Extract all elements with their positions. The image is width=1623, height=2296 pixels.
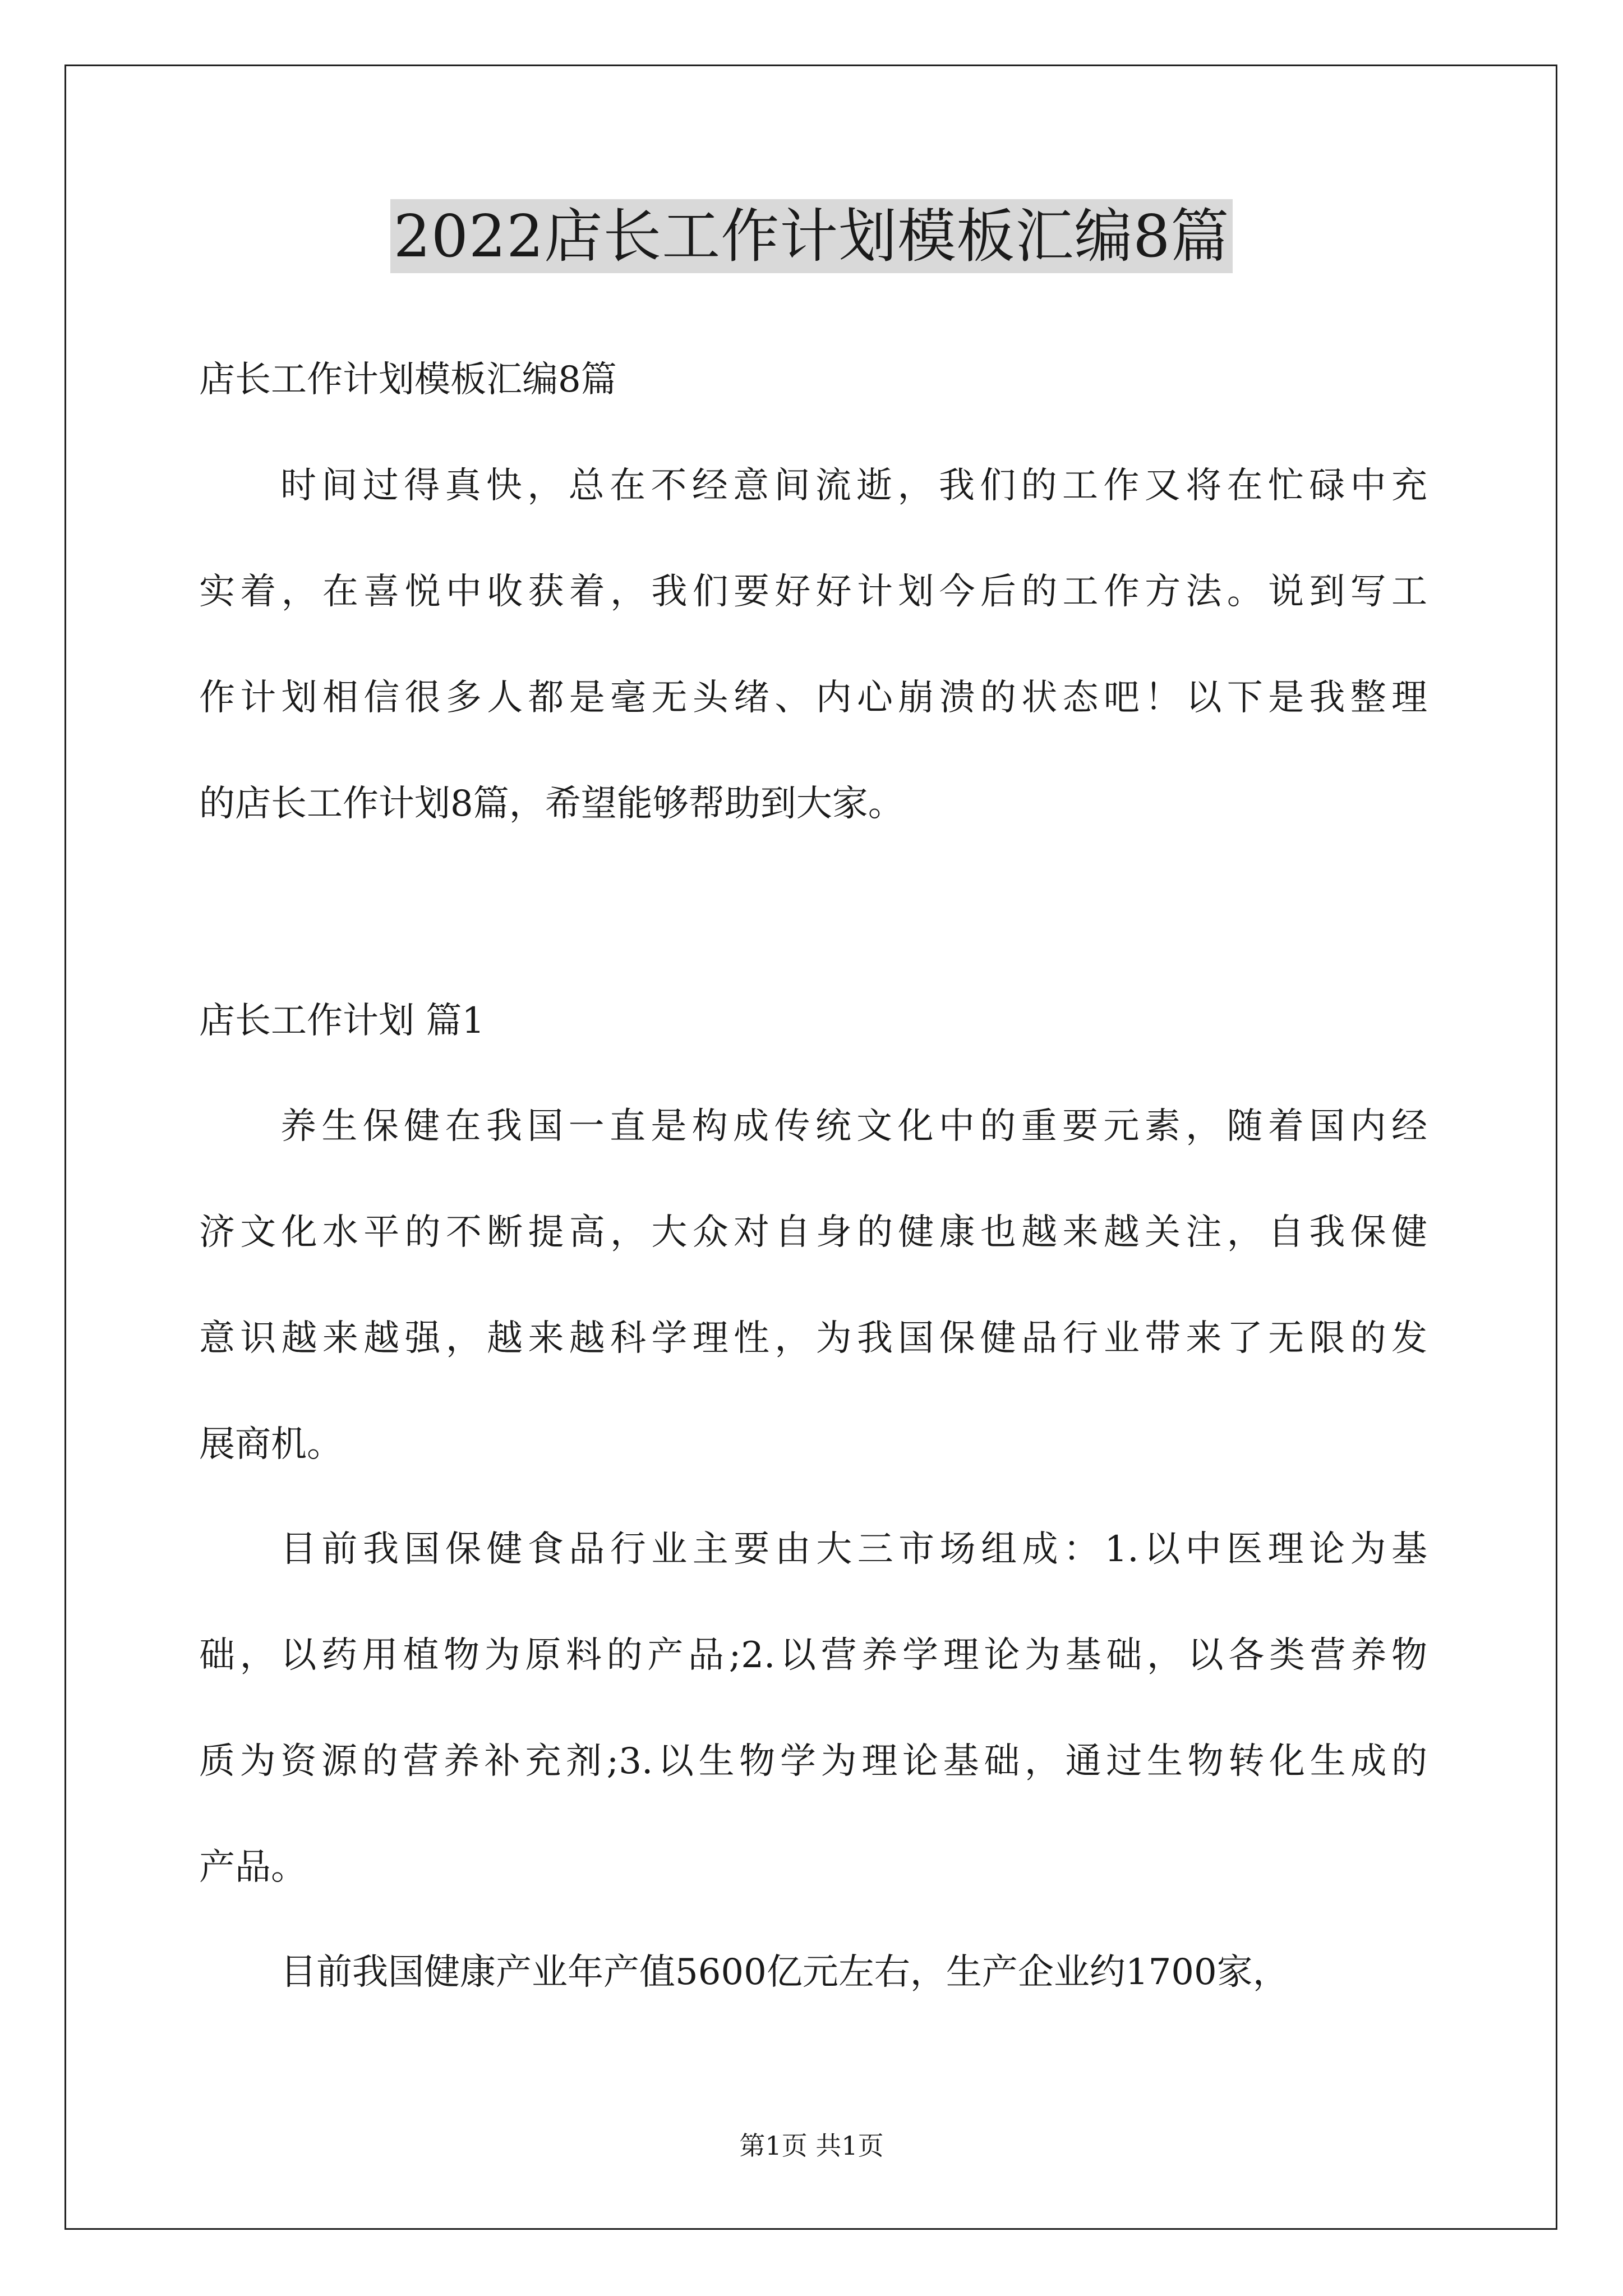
paragraph-line: 济文化水平的不断提高，大众对自身的健康也越来越关注，自我保健 xyxy=(199,1212,1427,1253)
section-heading: 店长工作计划 篇1 xyxy=(199,1000,485,1042)
document-title: 2022店长工作计划模板汇编8篇 xyxy=(390,199,1233,273)
intro-line: 作计划相信很多人都是毫无头绪、内心崩溃的状态吧！以下是我整理 xyxy=(199,677,1427,719)
title-container xyxy=(0,199,1623,273)
paragraph-line: 产品。 xyxy=(199,1847,307,1888)
intro-line: 实着，在喜悦中收获着，我们要好好计划今后的工作方法。说到写工 xyxy=(199,571,1427,613)
page-footer: 第1页 共1页 xyxy=(739,2131,884,2161)
paragraph-line: 展商机。 xyxy=(199,1424,343,1465)
paragraph-line: 础，以药用植物为原料的产品;2.以营养学理论为基础，以各类营养物 xyxy=(199,1635,1427,1676)
subtitle: 店长工作计划模板汇编8篇 xyxy=(199,359,617,401)
paragraph-line: 目前我国健康产业年产值5600亿元左右，生产企业约1700家， xyxy=(280,1952,1289,1993)
paragraph-line: 目前我国保健食品行业主要由大三市场组成：1.以中医理论为基 xyxy=(280,1529,1427,1570)
paragraph-line: 意识越来越强，越来越科学理性，为我国保健品行业带来了无限的发 xyxy=(199,1318,1427,1359)
paragraph-line: 质为资源的营养补充剂;3.以生物学为理论基础，通过生物转化生成的 xyxy=(199,1741,1427,1782)
intro-line: 的店长工作计划8篇，希望能够帮助到大家。 xyxy=(199,783,904,825)
paragraph-line: 养生保健在我国一直是构成传统文化中的重要元素，随着国内经 xyxy=(280,1106,1427,1147)
intro-line: 时间过得真快，总在不经意间流逝，我们的工作又将在忙碌中充 xyxy=(280,465,1427,507)
